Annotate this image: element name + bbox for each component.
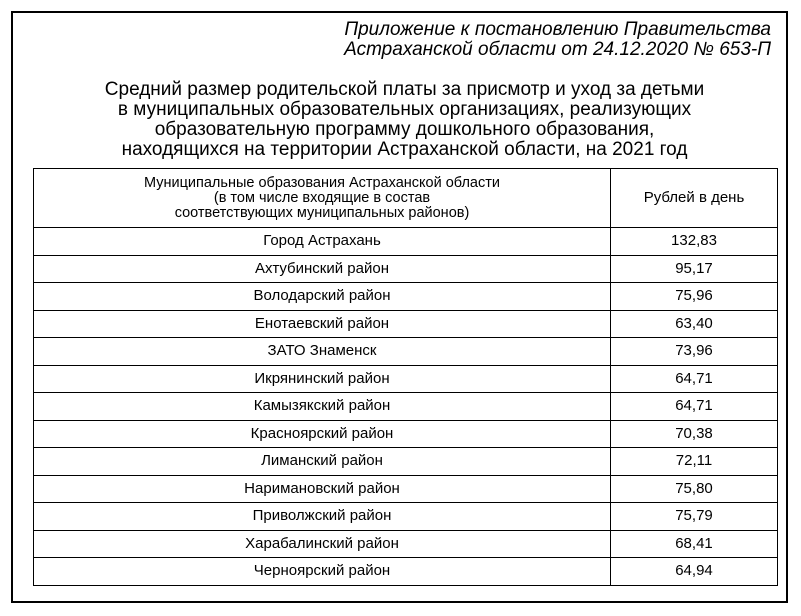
title-line: в муниципальных образовательных организациях, реализующих: [117, 99, 692, 120]
municipality-name-cell: ЗАТО Знаменск: [34, 338, 611, 366]
appendix-note: [344, 20, 771, 60]
fee-value-cell: 75,96: [611, 283, 778, 311]
fee-value-cell: 63,40: [611, 310, 778, 338]
title-line: Средний размер родительской платы за присмотр и уход за детьми: [104, 79, 705, 100]
municipality-name-cell: Ахтубинский район: [34, 255, 611, 283]
appendix-line: Астраханской области от 24.12.2020 № 653-П: [344, 39, 771, 60]
municipality-name-cell: Володарский район: [34, 283, 611, 311]
header-line: соответствующих муниципальных районов): [174, 204, 470, 221]
title-line: находящихся на территории Астраханской области, на 2021 год: [121, 139, 688, 160]
table-row: [34, 228, 778, 256]
fee-value-cell: 70,38: [611, 420, 778, 448]
fee-value-cell: 75,79: [611, 503, 778, 531]
municipality-name-cell: Приволжский район: [34, 503, 611, 531]
table-row: [34, 420, 778, 448]
rubles-column-header: Рублей в день: [611, 169, 778, 228]
fee-value-cell: 72,11: [611, 448, 778, 476]
appendix-line: Приложение к постановлению Правительства: [344, 19, 771, 40]
table-row: [34, 255, 778, 283]
municipality-name-cell: Красноярский район: [34, 420, 611, 448]
fee-value-cell: 68,41: [611, 530, 778, 558]
fee-value-cell: 64,94: [611, 558, 778, 586]
header-line: (в том числе входящие в состав: [213, 189, 431, 206]
table-row: [34, 338, 778, 366]
municipality-name-cell: Черноярский район: [34, 558, 611, 586]
municipality-name-cell: Харабалинский район: [34, 530, 611, 558]
municipality-name-cell: Город Астрахань: [34, 228, 611, 256]
table-row: [34, 448, 778, 476]
municipality-name-cell: Наримановский район: [34, 475, 611, 503]
document-title: [34, 80, 775, 160]
table-row: [34, 365, 778, 393]
municipality-column-header: [34, 169, 611, 228]
title-line: образовательную программу дошкольного образования,: [154, 119, 655, 140]
table-row: [34, 393, 778, 421]
table-row: [34, 283, 778, 311]
table-header-row: [34, 169, 778, 228]
municipality-name-cell: Камызякский район: [34, 393, 611, 421]
fee-value-cell: 73,96: [611, 338, 778, 366]
municipality-name-cell: Икрянинский район: [34, 365, 611, 393]
fee-value-cell: 95,17: [611, 255, 778, 283]
header-line: Муниципальные образования Астраханской области: [144, 174, 500, 191]
municipality-name-cell: Енотаевский район: [34, 310, 611, 338]
municipality-name-cell: Лиманский район: [34, 448, 611, 476]
table-row: [34, 530, 778, 558]
fee-value-cell: 132,83: [611, 228, 778, 256]
fee-value-cell: 64,71: [611, 365, 778, 393]
table-row: [34, 310, 778, 338]
fee-value-cell: 64,71: [611, 393, 778, 421]
fee-value-cell: 75,80: [611, 475, 778, 503]
table-row: [34, 475, 778, 503]
table-row: [34, 558, 778, 586]
table-row: [34, 503, 778, 531]
fees-table: [33, 168, 778, 586]
